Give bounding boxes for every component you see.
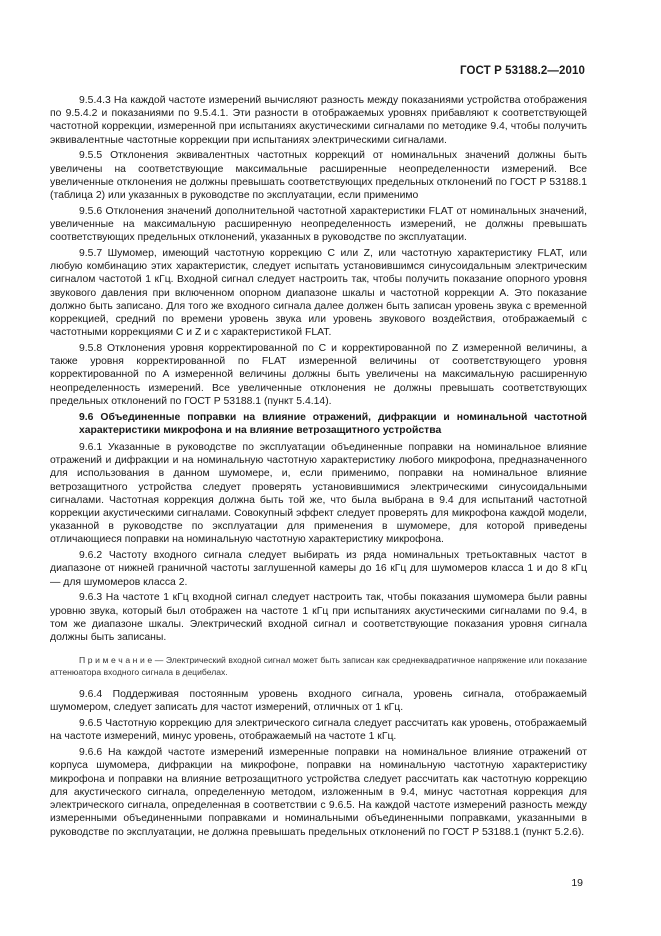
paragraph-9-6-2: 9.6.2 Частоту входного сигнала следует выбирать из ряда номинальных третьоктавных частот в диапазоне от нижней граничной частоты заглушенной камеры до 16 кГц для шумомеров класса 1 и до 8 кГц — для шумомеров класса 2. xyxy=(50,550,587,588)
paragraph-9-6-1: 9.6.1 Указанные в руководстве по эксплуатации объединенные поправки на номинальное влияние отражений и дифракции и на номинальную частотную характеристику любого микрофона, предназначенного для использования в данном шумомере, и, если применимо, поправки на номинальное влияние ветрозащитного устройства следует проверять установившимися электрическими синусоидальными сигналами. Частотная коррекция должна быть той же, что была выбрана в 9.4 для испытаний частотной коррекции акустическими сигналами. Совокупный эффект следует проверять для микрофона каждой модели, указанной в руководстве по эксплуатации для применения в шумомере, для которой приведены отличающиеся поправки на номинальную частотную характеристику микрофона. xyxy=(50,442,587,546)
paragraph-9-5-4-3: 9.5.4.3 На каждой частоте измерений вычисляют разность между показаниями устройства отображения по 9.5.4.2 и показаниями по 9.5.4.1. Эти разности в отображаемых уровнях прибавляют к соответствующей частотной коррекции, измеренной при испытаниях акустическими сигналами по методике 9.4, чтобы получить эквивалентные частотные коррекции при испытаниях электрическими сигналами. xyxy=(50,95,587,146)
section-title-9-6: 9.6 Объединенные поправки на влияние отражений, дифракции и номинальной частотной характеристики микрофона и на влияние ветрозащитного устройства xyxy=(79,411,587,436)
paragraph-9-5-8: 9.5.8 Отклонения уровня корректированной по C и корректированной по Z измеренной величины, а также уровня корректированной по FLAT измеренной величины от соответствующего уровня корректированной по A измеренной величины должны быть увеличены на максимальную расширенную неопределенность измерений. Все увеличенные отклонения не должны превышать соответствующих предельных отклонений по ГОСТ Р 53188.1 (пункт 5.4.14). xyxy=(50,343,587,407)
paragraph-9-6-5: 9.6.5 Частотную коррекцию для электрического сигнала следует рассчитать как уровень, отображаемый на частоте измерений, минус уровень, отображаемый на частоте 1 кГц. xyxy=(50,718,587,743)
paragraph-9-6-3: 9.6.3 На частоте 1 кГц входной сигнал следует настроить так, чтобы показания шумомера были равны уровню звука, который был отображен на частоте 1 кГц при испытаниях акустическими сигналами по 9.4, в том же диапазоне шкалы. Электрический входной сигнал и соответствующие показания уровня сигнала должны быть записаны. xyxy=(50,592,587,644)
page-content xyxy=(50,94,587,841)
paragraph-9-6-6: 9.6.6 На каждой частоте измерений измеренные поправки на номинальное влияние отражений от корпуса шумомера, дифракции на микрофоне, поправки на номинальную частотную характеристику микрофона и поправки на влияние ветрозащитного устройства следует рассчитать как частотную коррекцию для акустического сигнала, определенную методом, изложенным в 9.4, минус частотная коррекция для электрического сигнала, определенная в соответствии с 9.6.5. На каждой частоте измерений разность между измеренными объединенными поправками и номинальными объединенными поправками, указанными в руководстве по эксплуатации, не должна превышать предельных отклонений по ГОСТ Р 53188.1 (пункт 5.2.6). xyxy=(50,747,587,838)
paragraph-9-5-7: 9.5.7 Шумомер, имеющий частотную коррекцию C или Z, или частотную характеристику FLAT, или любую комбинацию этих характеристик, следует испытать установившимся синусоидальным электрическим сигналом частотой 1 кГц. Входной сигнал следует настроить так, чтобы получить показание опорного уровня звукового давления при включенном опорном диапазоне шкалы и частотной коррекции A. Это показание должно быть записано. Для того же входного сигнала далее должен быть записан уровень звука с временной коррекцией, средний по времени уровень звука или уровень звукового воздействия, отображаемый с частотными коррекциями C и Z и с характеристикой FLAT. xyxy=(50,248,587,339)
standard-header: ГОСТ Р 53188.2—2010 xyxy=(460,65,585,77)
paragraph-9-5-5: 9.5.5 Отклонения эквивалентных частотных коррекций от номинальных значений должны быть увеличены на соответствующие максимальные расширенные неопределенности измерений. Все увеличенные отклонения не должны превышать соответствующих предельных отклонений по ГОСТ Р 53188.1 (таблица 2) или указанных в руководстве по эксплуатации, если применимо xyxy=(50,150,587,202)
note: П р и м е ч а н и е — Электрический входной сигнал может быть записан как среднеквадратичное напряжение или показание аттенюатора входного сигнала в децибелах. xyxy=(50,655,587,678)
paragraph-9-5-6: 9.5.6 Отклонения значений дополнительной частотной характеристики FLAT от номинальных значений, увеличенные на максимальную расширенную неопределенность измерений, не должны превышать соответствующих предельных отклонений, указанных в руководстве по эксплуатации. xyxy=(50,205,587,244)
paragraph-9-6-4: 9.6.4 Поддерживая постоянным уровень входного сигнала, уровень сигнала, отображаемый шумомером, следует записать для частот измерений, отличных от 1 кГц. xyxy=(50,689,587,714)
page-number: 19 xyxy=(571,877,583,889)
